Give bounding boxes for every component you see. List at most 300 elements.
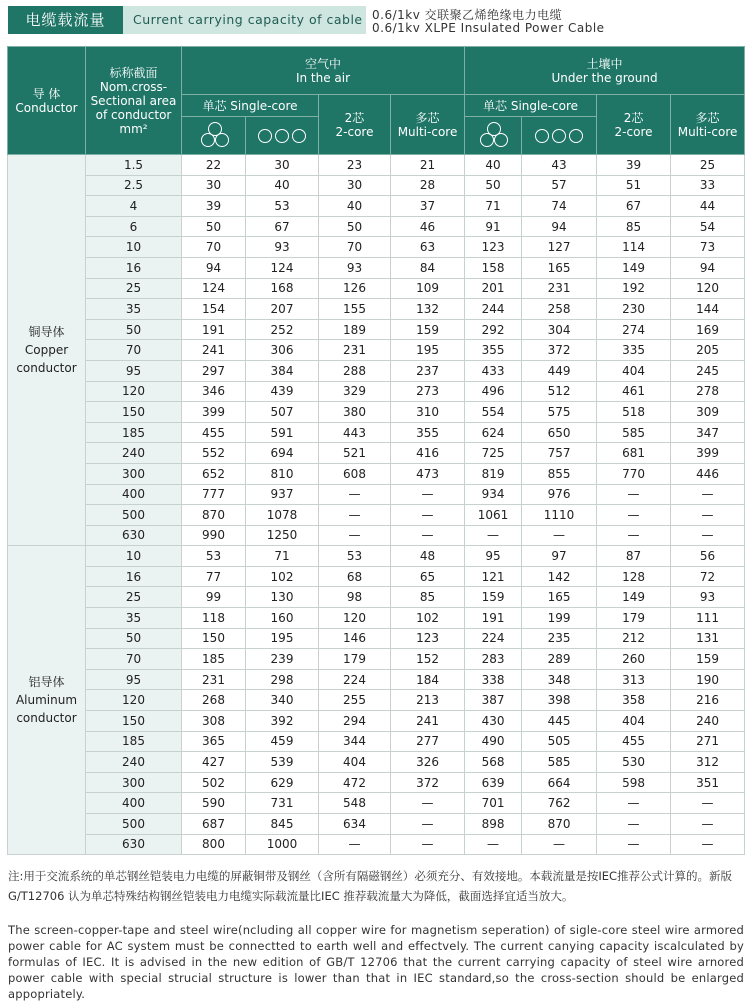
capacity-cell: 235: [522, 628, 597, 649]
capacity-cell: —: [671, 814, 745, 835]
capacity-cell: 146: [319, 628, 391, 649]
capacity-cell: 530: [597, 752, 671, 773]
capacity-cell: 168: [246, 278, 319, 299]
capacity-cell: 239: [246, 649, 319, 670]
capacity-cell: 184: [391, 669, 465, 690]
capacity-cell: 399: [671, 443, 745, 464]
capacity-cell: 120: [671, 278, 745, 299]
section-cell: 70: [86, 649, 182, 670]
capacity-cell: 30: [182, 175, 246, 196]
table-row: [8, 669, 745, 690]
capacity-cell: 309: [671, 402, 745, 423]
capacity-cell: 51: [597, 175, 671, 196]
table-row: [8, 422, 745, 443]
capacity-cell: 283: [465, 649, 522, 670]
capacity-cell: 575: [522, 402, 597, 423]
capacity-cell: 46: [391, 216, 465, 237]
capacity-cell: 231: [522, 278, 597, 299]
capacity-cell: 1250: [246, 525, 319, 546]
capacity-cell: 63: [391, 237, 465, 258]
table-row: [8, 175, 745, 196]
section-cell: 400: [86, 793, 182, 814]
capacity-cell: 128: [597, 566, 671, 587]
capacity-cell: 934: [465, 484, 522, 505]
table-row: [8, 443, 745, 464]
capacity-cell: 123: [391, 628, 465, 649]
table-row: [8, 711, 745, 732]
section-cell: 240: [86, 752, 182, 773]
capacity-cell: 152: [391, 649, 465, 670]
capacity-cell: 241: [182, 340, 246, 361]
capacity-cell: 937: [246, 484, 319, 505]
capacity-cell: 505: [522, 731, 597, 752]
capacity-cell: 244: [465, 299, 522, 320]
section-cell: 120: [86, 690, 182, 711]
capacity-cell: 154: [182, 299, 246, 320]
capacity-cell: 85: [597, 216, 671, 237]
capacity-cell: 74: [522, 196, 597, 217]
table-row: [8, 752, 745, 773]
capacity-cell: 443: [319, 422, 391, 443]
table-row: [8, 834, 745, 855]
section-cell: 16: [86, 566, 182, 587]
capacity-cell: 21: [391, 155, 465, 176]
capacity-cell: 132: [391, 299, 465, 320]
capacity-cell: 216: [671, 690, 745, 711]
capacity-cell: 57: [522, 175, 597, 196]
capacity-cell: 87: [597, 546, 671, 567]
table-row: [8, 628, 745, 649]
header-ground-multi-core: 多芯 Multi-core: [671, 95, 745, 155]
capacity-cell: 192: [597, 278, 671, 299]
capacity-cell: 490: [465, 731, 522, 752]
capacity-cell: 976: [522, 484, 597, 505]
capacity-cell: 346: [182, 381, 246, 402]
capacity-cell: 340: [246, 690, 319, 711]
capacity-cell: —: [391, 525, 465, 546]
capacity-cell: 54: [671, 216, 745, 237]
table-row: [8, 814, 745, 835]
capacity-cell: 568: [465, 752, 522, 773]
capacity-cell: 142: [522, 566, 597, 587]
capacity-cell: 159: [465, 587, 522, 608]
capacity-cell: 93: [671, 587, 745, 608]
capacity-cell: 292: [465, 319, 522, 340]
capacity-cell: 294: [319, 711, 391, 732]
table-row: [8, 340, 745, 361]
capacity-cell: 518: [597, 402, 671, 423]
section-cell: 16: [86, 257, 182, 278]
capacity-cell: 800: [182, 834, 246, 855]
capacity-cell: 126: [319, 278, 391, 299]
subtitle-cn: 0.6/1kv 交联聚乙烯绝缘电力电缆: [372, 8, 563, 22]
capacity-cell: 898: [465, 814, 522, 835]
capacity-cell: 624: [465, 422, 522, 443]
capacity-cell: 71: [465, 196, 522, 217]
capacity-cell: 297: [182, 360, 246, 381]
capacity-cell: 91: [465, 216, 522, 237]
section-cell: 6: [86, 216, 182, 237]
section-cell: 240: [86, 443, 182, 464]
capacity-cell: 380: [319, 402, 391, 423]
header-air-two-core: 2芯 2-core: [319, 95, 391, 155]
capacity-cell: 155: [319, 299, 391, 320]
capacity-cell: 53: [182, 546, 246, 567]
capacity-cell: 40: [465, 155, 522, 176]
capacity-cell: 308: [182, 711, 246, 732]
section-cell: 10: [86, 546, 182, 567]
capacity-cell: 650: [522, 422, 597, 443]
capacity-cell: 399: [182, 402, 246, 423]
capacity-cell: 195: [246, 628, 319, 649]
capacity-cell: 252: [246, 319, 319, 340]
capacity-cell: 165: [522, 587, 597, 608]
capacity-cell: —: [671, 525, 745, 546]
capacity-cell: 53: [246, 196, 319, 217]
capacity-cell: 548: [319, 793, 391, 814]
capacity-cell: —: [597, 793, 671, 814]
capacity-cell: 770: [597, 463, 671, 484]
capacity-cell: 212: [597, 628, 671, 649]
capacity-cell: 347: [671, 422, 745, 443]
capacity-cell: 102: [391, 608, 465, 629]
section-cell: 95: [86, 669, 182, 690]
capacity-cell: 404: [597, 711, 671, 732]
section-cell: 35: [86, 299, 182, 320]
capacity-cell: 372: [391, 772, 465, 793]
capacity-cell: 664: [522, 772, 597, 793]
capacity-cell: 114: [597, 237, 671, 258]
capacity-cell: 313: [597, 669, 671, 690]
capacity-cell: 304: [522, 319, 597, 340]
capacity-cell: 652: [182, 463, 246, 484]
capacity-cell: 48: [391, 546, 465, 567]
capacity-cell: 84: [391, 257, 465, 278]
section-cell: 1.5: [86, 155, 182, 176]
trefoil-cores-icon: [465, 117, 522, 155]
capacity-cell: 762: [522, 793, 597, 814]
capacity-cell: —: [391, 484, 465, 505]
section-cell: 35: [86, 608, 182, 629]
table-row: [8, 463, 745, 484]
capacity-cell: 230: [597, 299, 671, 320]
capacity-cell: 326: [391, 752, 465, 773]
header-air-single-core: 单芯 Single-core: [182, 95, 319, 117]
note-english: The screen-copper-tape and steel wire(ncluding all copper wire for magnetism seperation) of sigle-core steel wire armored power cable for AC system must be connectted to earth well and effectvely. The current canying capacity iscalculated by formulas of IEC. It is advised in the new edition of GB/T 12706 that the current carrying capacity of steel wire arnored power cable with special strucial structure is lower than that in IEC standard,so the cross-section should be enlarged appopriately.: [8, 923, 744, 1001]
capacity-cell: 224: [319, 669, 391, 690]
capacity-cell: 687: [182, 814, 246, 835]
capacity-cell: 585: [597, 422, 671, 443]
section-cell: 120: [86, 381, 182, 402]
capacity-cell: 268: [182, 690, 246, 711]
table-row: [8, 608, 745, 629]
table-row: [8, 319, 745, 340]
capacity-cell: 127: [522, 237, 597, 258]
capacity-cell: —: [319, 525, 391, 546]
capacity-cell: 521: [319, 443, 391, 464]
table-row: [8, 587, 745, 608]
capacity-cell: 459: [246, 731, 319, 752]
table-row: [8, 216, 745, 237]
capacity-cell: 329: [319, 381, 391, 402]
capacity-cell: 539: [246, 752, 319, 773]
capacity-cell: 512: [522, 381, 597, 402]
capacity-cell: 67: [246, 216, 319, 237]
table-row: [8, 484, 745, 505]
flat-cores-icon: [522, 117, 597, 155]
table-row: [8, 381, 745, 402]
capacity-cell: 455: [182, 422, 246, 443]
capacity-cell: 179: [319, 649, 391, 670]
section-cell: 185: [86, 422, 182, 443]
capacity-cell: 144: [671, 299, 745, 320]
table-row: [8, 649, 745, 670]
section-cell: 50: [86, 319, 182, 340]
capacity-cell: 111: [671, 608, 745, 629]
capacity-cell: 260: [597, 649, 671, 670]
capacity-cell: 50: [465, 175, 522, 196]
capacity-cell: 40: [319, 196, 391, 217]
section-cell: 185: [86, 731, 182, 752]
capacity-cell: 338: [465, 669, 522, 690]
capacity-cell: —: [465, 834, 522, 855]
capacity-cell: 439: [246, 381, 319, 402]
capacity-cell: —: [391, 793, 465, 814]
capacity-cell: 33: [671, 175, 745, 196]
section-cell: 10: [86, 237, 182, 258]
capacity-cell: 191: [465, 608, 522, 629]
note-chinese: 注:用于交流系统的单芯钢丝铠装电力电缆的屏蔽铜带及钢丝（含所有隔磁钢丝）必须充分、有效接地。本载流量是按IEC推荐公式计算的。新版G/T12706 认为单芯特殊结构钢丝铠装电力电缆实际载流量比IEC 推荐载流量大为降低，截面选择宜适当放大。: [8, 869, 733, 903]
section-cell: 300: [86, 772, 182, 793]
header-under-ground: 土壤中 Under the ground: [465, 47, 745, 95]
capacity-cell: 97: [522, 546, 597, 567]
capacity-cell: 231: [319, 340, 391, 361]
capacity-cell: 358: [597, 690, 671, 711]
capacity-cell: 50: [319, 216, 391, 237]
capacity-cell: 554: [465, 402, 522, 423]
capacity-cell: 189: [319, 319, 391, 340]
capacity-cell: 195: [391, 340, 465, 361]
capacity-cell: —: [671, 505, 745, 526]
capacity-cell: 159: [671, 649, 745, 670]
capacity-cell: 473: [391, 463, 465, 484]
capacity-cell: 870: [182, 505, 246, 526]
table-row: [8, 402, 745, 423]
capacity-cell: 120: [319, 608, 391, 629]
capacity-cell: 278: [671, 381, 745, 402]
capacity-cell: 71: [246, 546, 319, 567]
capacity-cell: 591: [246, 422, 319, 443]
table-row: [8, 299, 745, 320]
capacity-cell: 39: [182, 196, 246, 217]
capacity-cell: —: [465, 525, 522, 546]
aluminum-conductor-label: 铝导体 Aluminum conductor: [8, 546, 86, 855]
capacity-cell: 37: [391, 196, 465, 217]
header-section: 标称截面 Nom.cross- Sectional area of conductor mm²: [86, 47, 182, 155]
capacity-cell: —: [597, 505, 671, 526]
header-air-multi-core: 多芯 Multi-core: [391, 95, 465, 155]
capacity-cell: 344: [319, 731, 391, 752]
capacity-cell: 121: [465, 566, 522, 587]
capacity-cell: 93: [246, 237, 319, 258]
capacity-cell: 701: [465, 793, 522, 814]
capacity-cell: 634: [319, 814, 391, 835]
capacity-cell: 585: [522, 752, 597, 773]
capacity-cell: 237: [391, 360, 465, 381]
capacity-cell: 310: [391, 402, 465, 423]
capacity-cell: 149: [597, 587, 671, 608]
capacity-cell: 1110: [522, 505, 597, 526]
capacity-cell: —: [391, 814, 465, 835]
capacity-cell: 810: [246, 463, 319, 484]
capacity-cell: 25: [671, 155, 745, 176]
capacity-cell: 496: [465, 381, 522, 402]
capacity-cell: —: [319, 484, 391, 505]
section-cell: 4: [86, 196, 182, 217]
capacity-cell: 392: [246, 711, 319, 732]
table-row: [8, 196, 745, 217]
capacity-cell: 598: [597, 772, 671, 793]
capacity-cell: 819: [465, 463, 522, 484]
capacity-cell: 502: [182, 772, 246, 793]
capacity-cell: 1000: [246, 834, 319, 855]
capacity-cell: 30: [319, 175, 391, 196]
section-cell: 630: [86, 525, 182, 546]
capacity-cell: 70: [182, 237, 246, 258]
capacity-cell: 44: [671, 196, 745, 217]
capacity-cell: 95: [465, 546, 522, 567]
capacity-cell: 274: [597, 319, 671, 340]
capacity-cell: 179: [597, 608, 671, 629]
capacity-cell: 1061: [465, 505, 522, 526]
section-cell: 2.5: [86, 175, 182, 196]
capacity-cell: 288: [319, 360, 391, 381]
trefoil-cores-icon: [182, 117, 246, 155]
flat-cores-icon: [246, 117, 319, 155]
capacity-cell: 507: [246, 402, 319, 423]
capacity-cell: 430: [465, 711, 522, 732]
section-cell: 70: [86, 340, 182, 361]
capacity-cell: 150: [182, 628, 246, 649]
section-cell: 150: [86, 402, 182, 423]
capacity-cell: 67: [597, 196, 671, 217]
capacity-cell: 22: [182, 155, 246, 176]
section-cell: 500: [86, 814, 182, 835]
section-cell: 300: [86, 463, 182, 484]
capacity-cell: 449: [522, 360, 597, 381]
section-cell: 25: [86, 278, 182, 299]
capacity-cell: 681: [597, 443, 671, 464]
capacity-cell: 160: [246, 608, 319, 629]
capacity-cell: 725: [465, 443, 522, 464]
table-row: [8, 505, 745, 526]
capacity-cell: 398: [522, 690, 597, 711]
capacity-cell: 199: [522, 608, 597, 629]
capacity-cell: 93: [319, 257, 391, 278]
capacity-cell: 23: [319, 155, 391, 176]
capacity-cell: 30: [246, 155, 319, 176]
capacity-cell: 384: [246, 360, 319, 381]
capacity-cell: 629: [246, 772, 319, 793]
capacity-cell: 455: [597, 731, 671, 752]
capacity-cell: —: [671, 793, 745, 814]
subtitle-en: 0.6/1kv XLPE Insulated Power Cable: [372, 21, 605, 35]
table-row: [8, 690, 745, 711]
capacity-cell: 241: [391, 711, 465, 732]
capacity-cell: 191: [182, 319, 246, 340]
table-row: [8, 257, 745, 278]
capacity-cell: 130: [246, 587, 319, 608]
capacity-cell: 348: [522, 669, 597, 690]
capacity-cell: 461: [597, 381, 671, 402]
capacity-cell: —: [597, 834, 671, 855]
capacity-cell: 298: [246, 669, 319, 690]
capacity-cell: —: [391, 505, 465, 526]
capacity-cell: 205: [671, 340, 745, 361]
capacity-cell: 72: [671, 566, 745, 587]
capacity-cell: 777: [182, 484, 246, 505]
table-row: [8, 731, 745, 752]
capacity-cell: 70: [319, 237, 391, 258]
capacity-cell: 77: [182, 566, 246, 587]
header-ground-single-core: 单芯 Single-core: [465, 95, 597, 117]
capacity-cell: 552: [182, 443, 246, 464]
capacity-cell: 245: [671, 360, 745, 381]
capacity-cell: 85: [391, 587, 465, 608]
capacity-cell: 306: [246, 340, 319, 361]
capacity-cell: —: [319, 505, 391, 526]
capacity-cell: —: [391, 834, 465, 855]
capacity-cell: 99: [182, 587, 246, 608]
capacity-cell: 845: [246, 814, 319, 835]
capacity-cell: —: [597, 525, 671, 546]
title-cn: 电缆载流量: [8, 6, 123, 34]
capacity-cell: 231: [182, 669, 246, 690]
capacity-cell: 590: [182, 793, 246, 814]
capacity-cell: —: [671, 834, 745, 855]
capacity-cell: 335: [597, 340, 671, 361]
capacity-cell: 472: [319, 772, 391, 793]
section-cell: 630: [86, 834, 182, 855]
capacity-cell: 159: [391, 319, 465, 340]
capacity-cell: 731: [246, 793, 319, 814]
capacity-cell: 207: [246, 299, 319, 320]
capacity-cell: 404: [597, 360, 671, 381]
capacity-cell: —: [319, 834, 391, 855]
capacity-cell: 427: [182, 752, 246, 773]
capacity-cell: 271: [671, 731, 745, 752]
capacity-cell: 870: [522, 814, 597, 835]
capacity-cell: 639: [465, 772, 522, 793]
capacity-cell: 98: [319, 587, 391, 608]
capacity-cell: 43: [522, 155, 597, 176]
capacity-cell: 1078: [246, 505, 319, 526]
header-ground-two-core: 2芯 2-core: [597, 95, 671, 155]
header-conductor: 导 体 Conductor: [8, 47, 86, 155]
capacity-cell: —: [671, 484, 745, 505]
capacity-cell: 312: [671, 752, 745, 773]
capacity-cell: 118: [182, 608, 246, 629]
capacity-cell: 185: [182, 649, 246, 670]
capacity-cell: —: [522, 525, 597, 546]
capacity-cell: 131: [671, 628, 745, 649]
capacity-table: [7, 46, 745, 855]
table-row: [8, 546, 745, 567]
capacity-cell: 224: [465, 628, 522, 649]
capacity-cell: 445: [522, 711, 597, 732]
capacity-cell: 258: [522, 299, 597, 320]
capacity-cell: 757: [522, 443, 597, 464]
